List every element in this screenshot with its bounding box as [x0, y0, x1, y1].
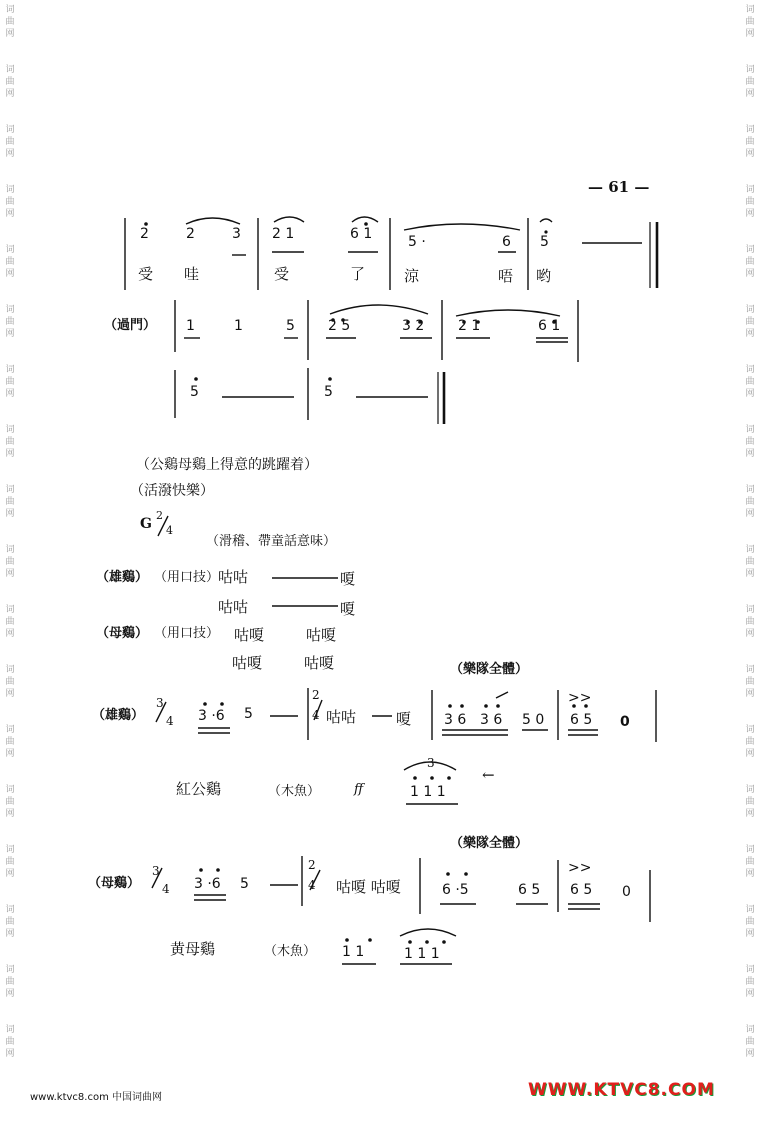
triplet-number: 3: [427, 756, 435, 770]
arrow-icon: ←: [482, 766, 495, 784]
watermark-glyph-group: 词 曲 网: [5, 965, 15, 999]
role-hen: （母鷄）: [88, 876, 141, 891]
footer-logo: WWW.KTVC8.COM: [528, 1080, 715, 1100]
watermark-glyph-group: 词 曲 网: [5, 785, 15, 819]
watermark-glyph-group: 词 曲 网: [5, 845, 15, 879]
watermark-glyph-group: 词 曲 网: [745, 905, 755, 939]
key-letter: G: [140, 516, 152, 532]
watermark-glyph-group: 词 曲 网: [745, 725, 755, 759]
accent-marks: >>: [568, 860, 592, 876]
note: 1: [234, 318, 243, 334]
note: 3 ·6: [198, 708, 225, 724]
dialog-words: 咕咕: [218, 598, 249, 616]
watermark-glyph-group: 词 曲 网: [5, 1025, 15, 1059]
stage-direction: （公鷄母鷄上得意的跳躍着）: [136, 457, 318, 473]
note: 5: [286, 318, 295, 334]
watermark-glyph-group: 词 曲 网: [5, 125, 15, 159]
note: 5: [240, 876, 249, 892]
watermark-glyph-group: 词 曲 网: [5, 65, 15, 99]
time-sig-den: 4: [166, 714, 174, 728]
note: 3 ·6: [194, 876, 221, 892]
watermark-glyph-group: 词 曲 网: [5, 185, 15, 219]
note: 1 1 1: [410, 784, 446, 800]
watermark-glyph-group: 词 曲 网: [5, 365, 15, 399]
technique: （用口技）: [154, 626, 220, 641]
dialog-end: 嗄: [340, 570, 356, 588]
note: 3 6: [480, 712, 503, 728]
note: 3 2: [402, 318, 425, 334]
lyric: 唔: [498, 267, 514, 285]
lyric: 哟: [536, 267, 552, 285]
time-sig-num: 2: [308, 858, 316, 872]
watermark-glyph-group: 词 曲 网: [5, 905, 15, 939]
note: 6 1: [350, 226, 373, 242]
tutti-label: （樂隊全體）: [450, 662, 529, 677]
watermark-glyph-group: 词 曲 网: [745, 305, 755, 339]
note: 5: [324, 384, 333, 400]
key-ts-num: 2: [156, 509, 163, 522]
footer-site-text: www.ktvc8.com 中国词曲网: [30, 1092, 163, 1103]
dialog-end: 嗄: [396, 710, 412, 728]
watermark-glyph-group: 词 曲 网: [5, 725, 15, 759]
note: 1: [186, 318, 195, 334]
note: 2 1: [458, 318, 481, 334]
note: 3 6: [444, 712, 467, 728]
note: 6 1: [538, 318, 561, 334]
note: 0: [620, 714, 630, 730]
dialog-end: 嗄: [340, 600, 356, 618]
dialog-words: 咕嗄 咕嗄: [336, 878, 401, 896]
time-sig-num: 3: [156, 696, 164, 710]
expression-note: （滑稽、帶童話意味）: [206, 534, 337, 549]
role-hen: （母鷄）: [96, 626, 149, 641]
note: 5 0: [522, 712, 545, 728]
watermark-glyph-group: 词 曲 网: [745, 65, 755, 99]
role-rooster: （雄鷄）: [96, 570, 149, 585]
time-sig-den: 4: [162, 882, 170, 896]
note: 6 ·5: [442, 882, 469, 898]
watermark-glyph-group: 词 曲 网: [5, 545, 15, 579]
dialog-words: 咕咕: [326, 708, 357, 726]
page-number: — 61 —: [588, 178, 650, 196]
dialog-words: 咕嗄: [232, 654, 263, 672]
dialog-words: 咕嗄: [306, 626, 337, 644]
note: 6 5: [518, 882, 541, 898]
note: 6: [502, 234, 511, 250]
time-sig-num: 2: [312, 688, 320, 702]
watermark-glyph-group: 词 曲 网: [5, 425, 15, 459]
watermark-glyph-group: 词 曲 网: [745, 485, 755, 519]
watermark-glyph-group: 词 曲 网: [5, 605, 15, 639]
watermark-glyph-group: 词 曲 网: [745, 245, 755, 279]
instrument: （木魚）: [268, 784, 321, 799]
note: 2: [140, 226, 149, 242]
time-sig-num: 3: [152, 864, 160, 878]
interlude-label: （過門）: [104, 318, 157, 333]
note: 0: [622, 884, 631, 900]
note: 3: [232, 226, 241, 242]
watermark-glyph-group: 词 曲 网: [745, 785, 755, 819]
key-ts-den: 4: [166, 524, 173, 537]
watermark-glyph-group: 词 曲 网: [745, 125, 755, 159]
lyric: 了: [350, 265, 366, 283]
note: 5: [244, 706, 253, 722]
role-rooster: （雄鷄）: [92, 708, 145, 723]
lyric: 受: [138, 265, 154, 283]
note: 5: [190, 384, 199, 400]
accent-marks: >>: [568, 690, 592, 706]
note: 2 1: [272, 226, 295, 242]
note: 6 5: [570, 882, 593, 898]
dialog-words: 咕咕: [218, 568, 249, 586]
watermark-glyph-group: 词 曲 网: [745, 545, 755, 579]
note: 1 1: [342, 944, 365, 960]
lyric: 受: [274, 265, 290, 283]
watermark-glyph-group: 词 曲 网: [745, 845, 755, 879]
watermark-glyph-group: 词 曲 网: [745, 605, 755, 639]
watermark-glyph-group: 词 曲 网: [745, 1025, 755, 1059]
lyric: 哇: [184, 265, 200, 283]
watermark-glyph-group: 词 曲 网: [5, 305, 15, 339]
watermark-glyph-group: 词 曲 网: [5, 245, 15, 279]
technique: （用口技）: [154, 570, 220, 585]
watermark-glyph-group: 词 曲 网: [745, 185, 755, 219]
dialog-words: 咕嗄: [304, 654, 335, 672]
watermark-glyph-group: 词 曲 网: [745, 965, 755, 999]
watermark-glyph-group: 词 曲 网: [745, 365, 755, 399]
dynamic-mark: ff: [354, 782, 364, 797]
watermark-glyph-group: 词 曲 网: [745, 5, 755, 39]
watermark-glyph-group: 词 曲 网: [5, 665, 15, 699]
red-rooster-name: 紅公鷄: [176, 780, 222, 798]
instrument: （木魚）: [264, 944, 317, 959]
watermark-glyph-group: 词 曲 网: [745, 425, 755, 459]
tutti-label: （樂隊全體）: [450, 836, 529, 851]
note: 2 5: [328, 318, 351, 334]
tempo-marking: （活潑快樂）: [130, 483, 214, 499]
note: 6 5: [570, 712, 593, 728]
note: 1 1 1: [404, 946, 440, 962]
yellow-hen-name: 黄母鷄: [170, 940, 216, 958]
time-sig-den: 4: [312, 708, 320, 722]
dialog-words: 咕嗄: [234, 626, 265, 644]
note: 5: [540, 234, 549, 250]
watermark-glyph-group: 词 曲 网: [745, 665, 755, 699]
lyric: 涼: [404, 267, 420, 285]
watermark-glyph-group: 词 曲 网: [5, 485, 15, 519]
note: 2: [186, 226, 195, 242]
note: 5 ·: [408, 234, 426, 250]
time-sig-den: 4: [308, 878, 316, 892]
watermark-glyph-group: 词 曲 网: [5, 5, 15, 39]
